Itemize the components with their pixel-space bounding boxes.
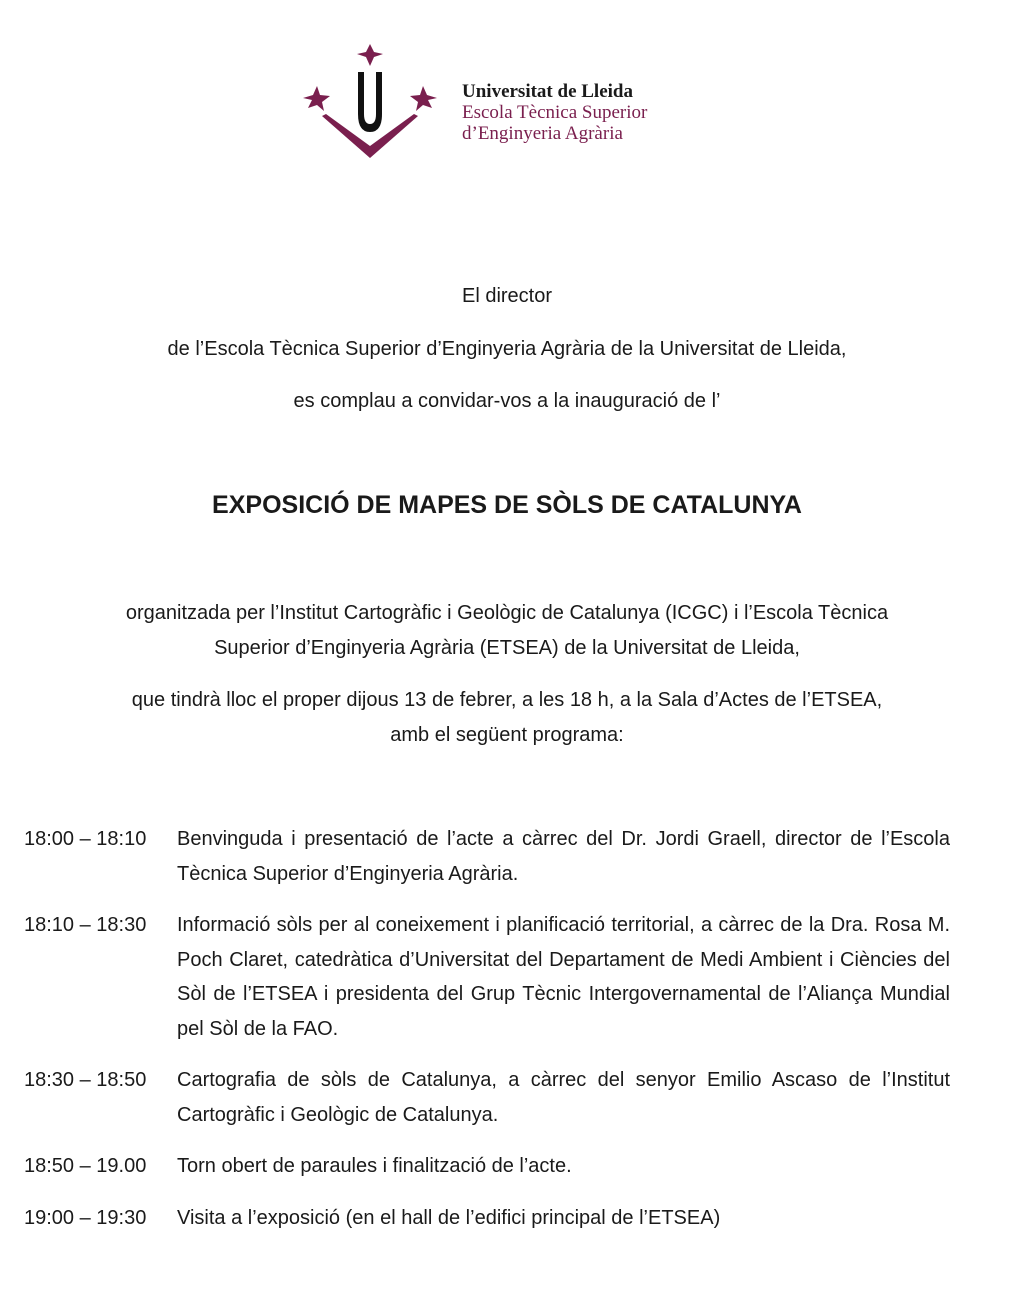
program-item [24, 1201, 950, 1236]
event-details-line1: que tindrà lloc el proper dijous 13 de febrer, a les 18 h, a la Sala d’Actes de l’ETSEA, [131, 689, 883, 711]
program-time: 19:00 – 19:30 [24, 1206, 147, 1229]
logo-university-name: Universitat de Lleida [462, 81, 633, 102]
program-item [24, 1149, 950, 1184]
exhibition-title: EXPOSICIÓ DE MAPES DE SÒLS DE CATALUNYA [212, 491, 802, 519]
program-item [24, 1063, 950, 1132]
program-description: Visita a l’exposició (en el hall de l’edifici principal de l’ETSEA) [177, 1206, 721, 1229]
logo-text [462, 81, 647, 144]
university-of-lleida-logo-icon [300, 40, 440, 165]
program-time: 18:30 – 18:50 [24, 1069, 147, 1091]
logo-school-name-line1: Escola Tècnica Superior [462, 102, 648, 123]
intro-school: de l’Escola Tècnica Superior d’Enginyeria Agrària de la Universitat de Lleida, [167, 338, 847, 360]
program-item [24, 822, 950, 891]
organized-line2: Superior d’Enginyeria Agrària (ETSEA) de la Universitat de Lleida, [214, 637, 800, 659]
program-description: Benvinguda i presentació de l’acte a càrrec del Dr. Jordi Graell, director de l’Escola Tècnica Superior d’Enginyeria Agrària. [177, 828, 950, 885]
university-logo [300, 40, 700, 165]
event-details-line2: amb el següent programa: [390, 724, 624, 746]
program-time: 18:50 – 19.00 [24, 1155, 147, 1177]
program-time: 18:00 – 18:10 [24, 828, 147, 850]
program-description: Cartografia de sòls de Catalunya, a càrrec del senyor Emilio Ascaso de l’Institut Cartogràfic i Geològic de Catalunya. [177, 1069, 950, 1126]
logo-school-name-line2: d’Enginyeria Agrària [462, 123, 623, 144]
organized-line1: organitzada per l’Institut Cartogràfic i Geològic de Catalunya (ICGC) i l’Escola Tècnica [125, 602, 889, 624]
intro-director: El director [461, 285, 553, 307]
program-description: Informació sòls per al coneixement i planificació territorial, a càrrec de la Dra. Rosa M. Poch Claret, catedràtica d’Universitat del Departament de Medi Ambient i Ciències del Sòl de l’ETSEA i presidenta del Grup Tècnic Intergovernamental de l’Aliança Mundial pel Sòl de la FAO. [177, 914, 950, 1040]
program-description: Torn obert de paraules i finalització de l’acte. [177, 1155, 572, 1177]
program-time: 18:10 – 18:30 [24, 914, 147, 936]
program-list [24, 822, 950, 1252]
intro-invitation: es complau a convidar-vos a la inauguració de l’ [293, 390, 721, 412]
program-item [24, 908, 950, 1046]
